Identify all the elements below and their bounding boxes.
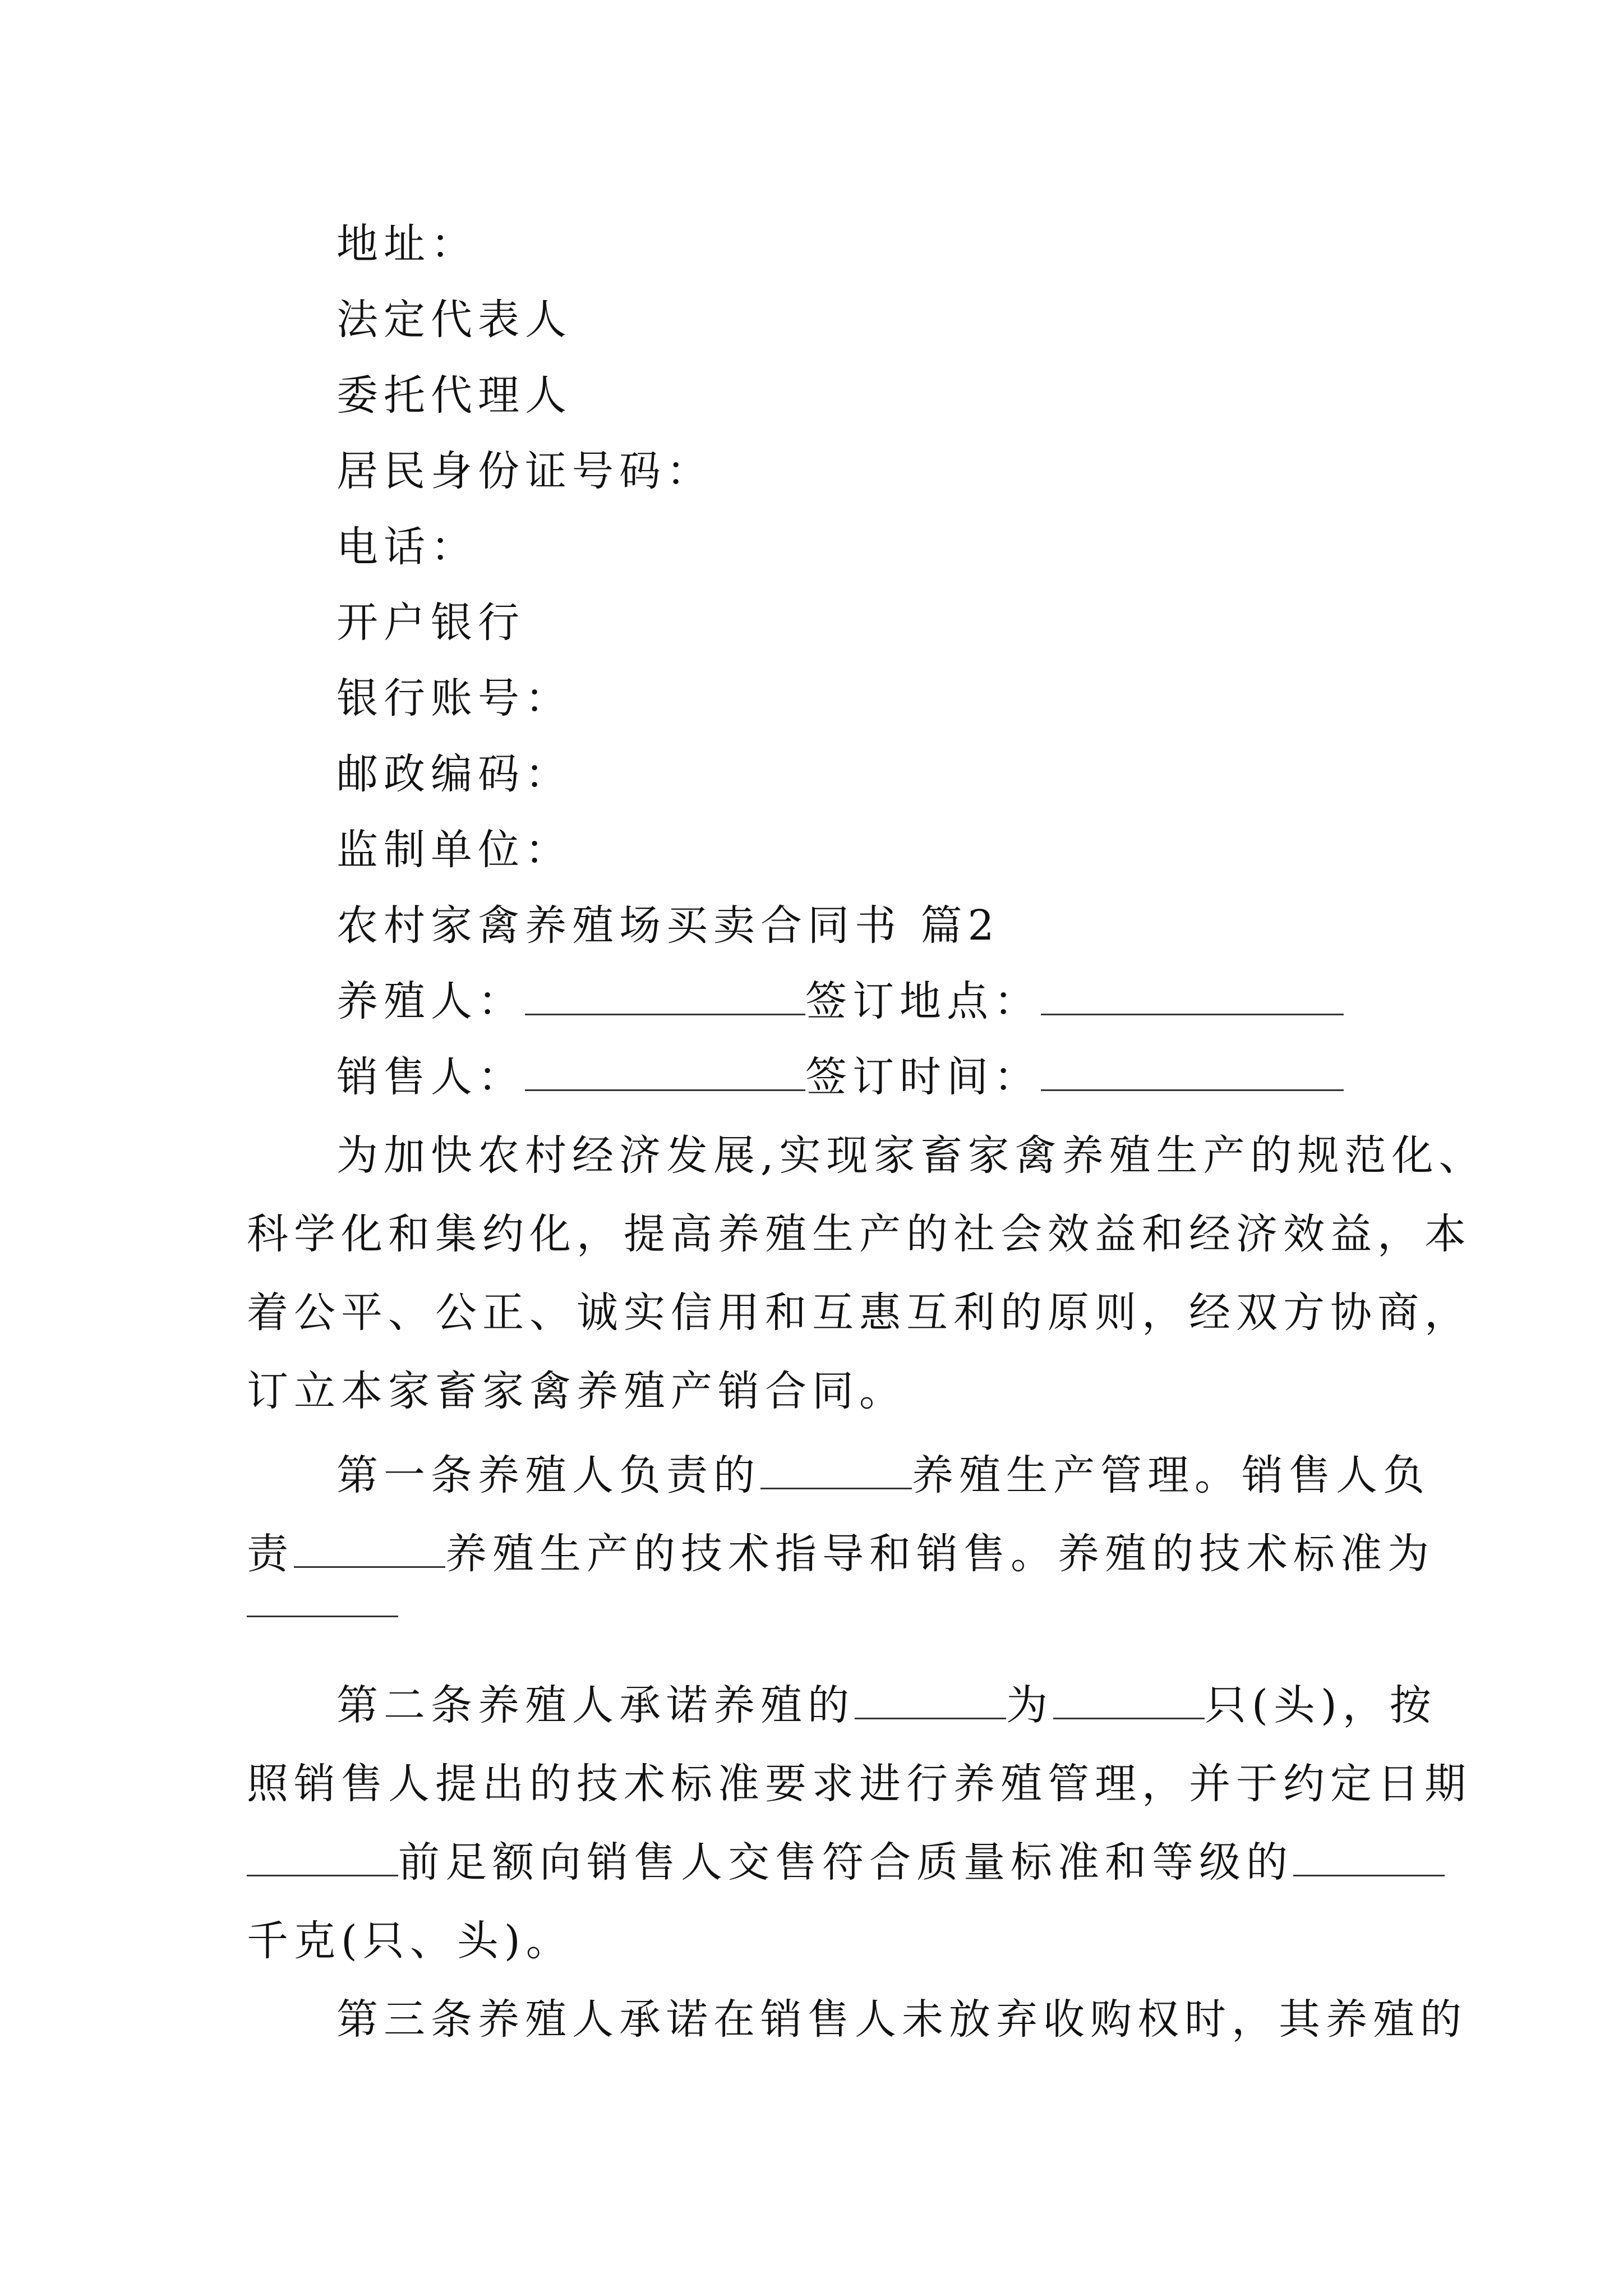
seller-label: 销售人：: [336, 1053, 525, 1101]
article2-line-4: 千克(只、头)。: [247, 1917, 573, 1965]
article1-blank-3: [247, 1616, 398, 1617]
sign-row-breeder: [336, 973, 1344, 1029]
breeder-label: 养殖人：: [336, 977, 525, 1025]
article1-text-b: 养殖生产管理。销售人负: [912, 1451, 1430, 1499]
sign-place-label: 签订地点：: [805, 977, 1041, 1025]
article2-blank-1: [855, 1678, 1006, 1719]
article1-line-2: [247, 1526, 1435, 1582]
article1-text-c: 责: [247, 1530, 294, 1578]
article3-line-1: 第三条养殖人承诺在销售人未放弃收购权时，其养殖的: [336, 1995, 1467, 2044]
preamble-line-1: 为加快农村经济发展,实现家畜家禽养殖生产的规范化、: [336, 1131, 1486, 1180]
sign-place-blank: [1041, 974, 1344, 1015]
article2-line-2: 照销售人提出的技术标准要求进行养殖管理，并于约定日期: [247, 1760, 1472, 1808]
field-legal-representative: 法定代表人: [336, 296, 572, 344]
field-bank-account: 银行账号：: [336, 674, 572, 723]
preamble-line-2: 科学化和集约化，提高养殖生产的社会效益和经济效益，本: [247, 1210, 1472, 1258]
section-title: 农村家禽养殖场买卖合同书 篇2: [336, 901, 1000, 950]
sign-time-blank: [1041, 1050, 1344, 1091]
sign-time-label: 签订时间：: [805, 1053, 1041, 1101]
article2-blank-2: [1053, 1678, 1205, 1719]
field-id-number: 居民身份证号码：: [336, 447, 713, 495]
article1-blank-1: [760, 1448, 912, 1489]
article1-text-a: 第一条养殖人负责的: [336, 1451, 760, 1499]
article1-text-d: 养殖生产的技术指导和销售。养殖的技术标准为: [445, 1530, 1435, 1578]
article1-blank-2: [294, 1527, 445, 1568]
seller-blank: [525, 1050, 805, 1091]
field-phone: 电话：: [336, 523, 478, 571]
field-postal-code: 邮政编码：: [336, 750, 572, 798]
breeder-blank: [525, 974, 805, 1015]
sign-row-seller: [336, 1049, 1344, 1105]
article2-line-1: [336, 1677, 1437, 1733]
article2-text-c: 只(头)，按: [1205, 1681, 1437, 1729]
preamble-line-4: 订立本家畜家禽养殖产销合同。: [247, 1367, 906, 1415]
field-authorized-agent: 委托代理人: [336, 371, 572, 420]
field-bank: 开户银行: [336, 599, 525, 647]
article2-line-3: [247, 1834, 1445, 1890]
article2-blank-3: [247, 1835, 398, 1876]
article2-text-d: 前足额向销售人交售符合质量标准和等级的: [398, 1838, 1293, 1887]
article2-text-b: 为: [1006, 1681, 1053, 1729]
preamble-line-3: 着公平、公正、诚实信用和互惠互利的原则，经双方协商，: [247, 1289, 1472, 1337]
article1-line-1: [336, 1447, 1430, 1503]
field-supervisor: 监制单位：: [336, 826, 572, 874]
field-address: 地址：: [336, 220, 478, 268]
article2-text-a: 第二条养殖人承诺养殖的: [336, 1681, 855, 1729]
article2-blank-4: [1293, 1835, 1445, 1876]
